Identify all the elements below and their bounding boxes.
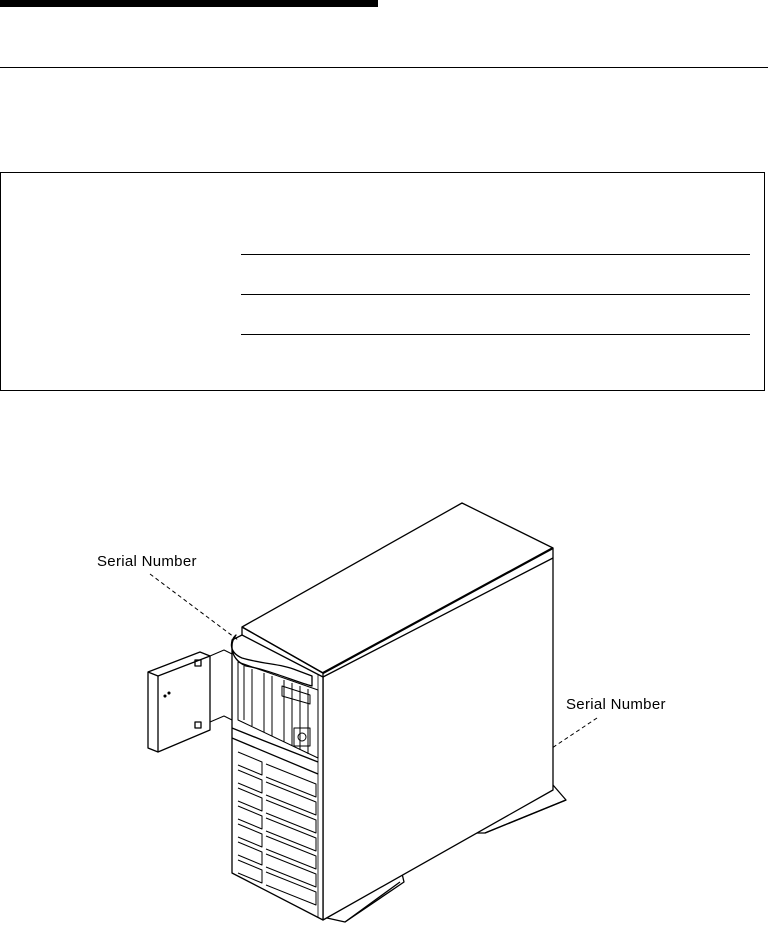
record-line bbox=[241, 254, 750, 255]
header-bar bbox=[0, 0, 378, 7]
serial-number-label-left: Serial Number bbox=[97, 553, 197, 570]
serial-number-label-right: Serial Number bbox=[566, 696, 666, 713]
server-figure bbox=[0, 490, 768, 942]
serial-leader-left bbox=[150, 574, 238, 640]
record-line bbox=[241, 294, 750, 295]
record-line bbox=[241, 334, 750, 335]
record-box bbox=[0, 172, 765, 391]
header-rule bbox=[0, 67, 768, 68]
serial-leader-right bbox=[552, 718, 597, 748]
open-front-door bbox=[148, 650, 232, 752]
